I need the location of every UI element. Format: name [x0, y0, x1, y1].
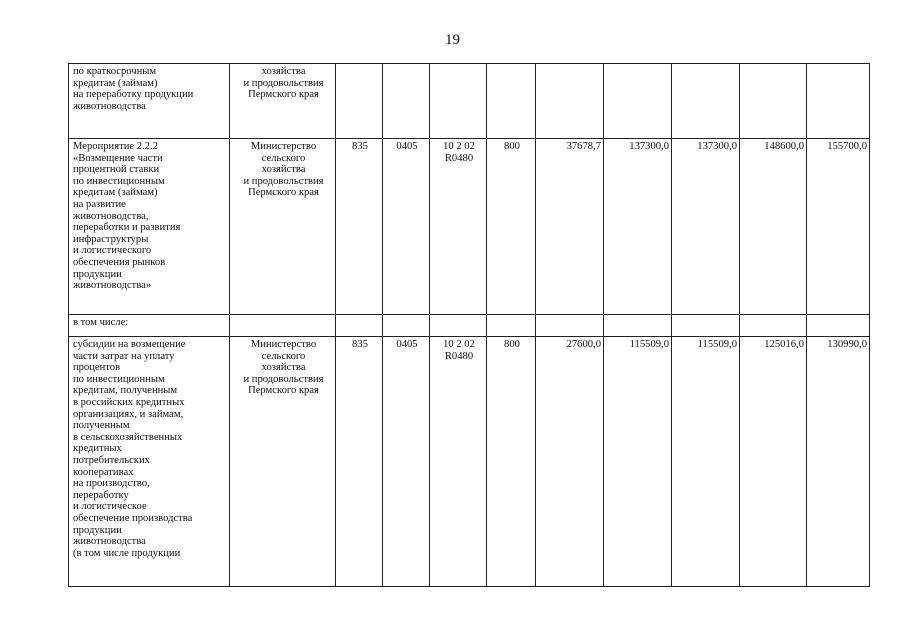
amount-cell-2: 137300,0 [604, 139, 672, 315]
amount-cell-4 [740, 64, 807, 139]
measure-name-cell: субсидии на возмещение части затрат на уплату процентов по инвестиционным кредитам, полученным в российских кредитных организациях, и займам, полученным в сельскохозяйственных кредитных потребительских кооперативах на производство, переработку и логистическое обеспечение производства продукции животноводства (в том числе продукции [69, 337, 230, 587]
amount-cell-3: 137300,0 [672, 139, 740, 315]
grbs-code-cell [336, 315, 383, 337]
amount-cell-2 [604, 315, 672, 337]
grbs-code-cell: 835 [336, 337, 383, 587]
section-code-cell [383, 315, 430, 337]
amount-cell-4 [740, 315, 807, 337]
amount-cell-3: 115509,0 [672, 337, 740, 587]
amount-cell-5 [807, 315, 870, 337]
amount-cell-1 [536, 315, 604, 337]
target-code-cell [430, 315, 487, 337]
amount-cell-5: 155700,0 [807, 139, 870, 315]
section-code-cell [383, 64, 430, 139]
target-code-cell: 10 2 02 R0480 [430, 139, 487, 315]
expense-type-cell [487, 64, 536, 139]
target-code-cell [430, 64, 487, 139]
amount-cell-5: 130990,0 [807, 337, 870, 587]
measure-name-cell: по краткосрочным кредитам (займам) на переработку продукции животноводства [69, 64, 230, 139]
expense-type-cell [487, 315, 536, 337]
table-row [69, 139, 870, 315]
amount-cell-2 [604, 64, 672, 139]
amount-cell-2: 115509,0 [604, 337, 672, 587]
amount-cell-4: 148600,0 [740, 139, 807, 315]
amount-cell-5 [807, 64, 870, 139]
section-code-cell: 0405 [383, 337, 430, 587]
measure-name-cell: в том числе: [69, 315, 230, 337]
expense-type-cell: 800 [487, 337, 536, 587]
grbs-code-cell [336, 64, 383, 139]
executor-cell [230, 315, 336, 337]
executor-cell: Министерство сельского хозяйства и продовольствия Пермского края [230, 337, 336, 587]
amount-cell-3 [672, 315, 740, 337]
table-row [69, 337, 870, 587]
table-row [69, 315, 870, 337]
amount-cell-1 [536, 64, 604, 139]
executor-cell: Министерство сельского хозяйства и продовольствия Пермского края [230, 139, 336, 315]
measure-name-cell: Мероприятие 2.2.2 «Возмещение части процентной ставки по инвестиционным кредитам (займам) на развитие животноводства, переработки и развития инфраструктуры и логистического обеспечения рынков продукции животноводства» [69, 139, 230, 315]
executor-cell: хозяйства и продовольствия Пермского края [230, 64, 336, 139]
amount-cell-3 [672, 64, 740, 139]
amount-cell-1: 27600,0 [536, 337, 604, 587]
table-row [69, 64, 870, 139]
target-code-cell: 10 2 02 R0480 [430, 337, 487, 587]
budget-table [68, 63, 870, 587]
amount-cell-1: 37678,7 [536, 139, 604, 315]
amount-cell-4: 125016,0 [740, 337, 807, 587]
section-code-cell: 0405 [383, 139, 430, 315]
grbs-code-cell: 835 [336, 139, 383, 315]
expense-type-cell: 800 [487, 139, 536, 315]
page-number: 19 [445, 32, 460, 48]
